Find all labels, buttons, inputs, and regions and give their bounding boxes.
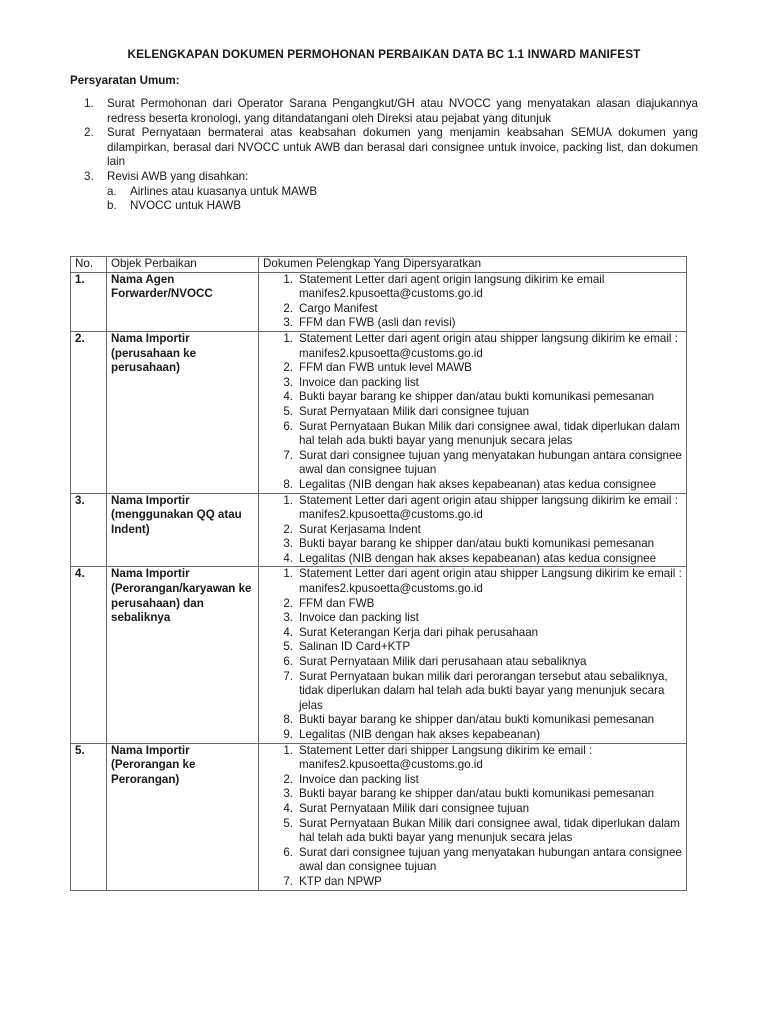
document-item-text: Surat Kerjasama Indent (299, 522, 421, 536)
document-item (263, 817, 682, 846)
document-item-text: Legalitas (NIB dengan hak akses kepabeanan) (299, 728, 541, 741)
document-item-text: Statement Letter dari agent origin atau shipper langsung dikirim ke email : manifes2.kpusoetta@customs.go.id (299, 331, 678, 360)
document-item-number: 6. (283, 655, 293, 669)
document-item (263, 567, 682, 596)
document-item (263, 670, 682, 714)
row-object: Nama Importir (perusahaan ke perusahaan) (107, 331, 259, 493)
document-item (263, 332, 682, 361)
table-row (71, 331, 687, 493)
documents-table (70, 256, 687, 891)
row-documents (259, 493, 687, 567)
document-item (263, 713, 682, 728)
document-item-number: 3. (283, 537, 293, 551)
document-item-number: 8. (283, 477, 293, 491)
row-number: 1. (71, 272, 107, 331)
document-item (263, 728, 682, 743)
requirement-number: 2. (84, 126, 94, 140)
header-documents: Dokumen Pelengkap Yang Dipersyaratkan (259, 257, 687, 273)
document-item (263, 552, 682, 567)
documents-list (263, 567, 682, 742)
subitem-text: Airlines atau kuasanya untuk MAWB (130, 184, 318, 198)
document-item (263, 655, 682, 670)
document-item-number: 1. (283, 331, 293, 345)
document-title: KELENGKAPAN DOKUMEN PERMOHONAN PERBAIKAN DATA BC 1.1 INWARD MANIFEST (127, 47, 641, 61)
document-item-text: Bukti bayar barang ke shipper dan/atau bukti komunikasi pemesanan (299, 713, 655, 727)
document-item (263, 846, 682, 875)
document-item (263, 478, 682, 493)
document-item-number: 2. (283, 772, 293, 786)
document-item-number: 4. (283, 801, 293, 815)
requirement-text: Revisi AWB yang disahkan: (107, 169, 249, 183)
requirement-text: Surat Pernyataan bermaterai atas keabsahan dokumen yang menjamin keabsahan SEMUA dokumen yang dilampirkan, berasal dari NVOCC untuk AWB dan berasal dari consignee untuk invoice, packing list, dan dokumen lain (107, 126, 698, 169)
document-item (263, 744, 682, 773)
document-item (263, 302, 682, 317)
document-item-number: 5. (283, 640, 293, 654)
document-item (263, 405, 682, 420)
document-item (263, 875, 682, 890)
document-item (263, 611, 682, 626)
requirement-number: 3. (84, 169, 94, 183)
document-item-text: Surat Pernyataan Milik dari perusahaan atau sebaliknya (299, 655, 587, 669)
documents-list (263, 744, 682, 890)
document-item-text: Bukti bayar barang ke shipper dan/atau bukti komunikasi pemesanan (299, 537, 655, 551)
requirement-subitem (70, 199, 698, 214)
document-item-text: Cargo Manifest (299, 301, 378, 315)
document-item-number: 5. (283, 816, 293, 830)
document-item-text: Statement Letter dari shipper Langsung dikirim ke email : manifes2.kpusoetta@customs.go.id (299, 743, 593, 772)
row-number: 4. (71, 567, 107, 743)
row-documents (259, 567, 687, 743)
document-item-text: FFM dan FWB untuk level MAWB (299, 361, 472, 375)
document-item-text: Legalitas (NIB dengan hak akses kepabeanan) atas kedua consignee (299, 477, 657, 491)
requirement-sublist (70, 185, 698, 214)
table-row (71, 493, 687, 567)
document-item-text: Surat dari consignee tujuan yang menyatakan hubungan antara consignee awal dan consignee tujuan (299, 448, 682, 477)
document-item-text: Statement Letter dari agent origin atau shipper langsung dikirim ke email : manifes2.kpusoetta@customs.go.id (299, 493, 678, 522)
document-item-number: 2. (283, 522, 293, 536)
document-item (263, 494, 682, 523)
row-object: Nama Agen Forwarder/NVOCC (107, 272, 259, 331)
requirement-item (70, 97, 698, 126)
document-item-text: Surat Pernyataan Bukan Milik dari consignee awal, tidak diperlukan dalam hal telah ada bukti bayar yang menunjuk secara jelas (299, 419, 680, 448)
document-item-text: Statement Letter dari agent origin atau shipper Langsung dikirim ke email : manifes2.kpusoetta@customs.go.id (299, 567, 682, 596)
document-item-number: 1. (283, 493, 293, 507)
document-item-text: Statement Letter dari agent origin langsung dikirim ke email manifes2.kpusoetta@customs.go.id (299, 272, 605, 301)
subitem-letter: a. (107, 184, 117, 198)
document-item-text: Invoice dan packing list (299, 611, 419, 625)
document-item (263, 449, 682, 478)
document-item-text: Surat Pernyataan Bukan Milik dari consignee awal, tidak diperlukan dalam hal telah ada bukti bayar yang menunjuk secara jelas (299, 816, 680, 845)
row-documents (259, 331, 687, 493)
document-item-number: 6. (283, 845, 293, 859)
header-object: Objek Perbaikan (107, 257, 259, 273)
document-item-number: 4. (283, 390, 293, 404)
table-row (71, 567, 687, 743)
table-row (71, 272, 687, 331)
documents-list (263, 332, 682, 493)
document-item (263, 390, 682, 405)
document-item-number: 9. (283, 728, 293, 741)
document-item-number: 2. (283, 301, 293, 315)
row-number: 3. (71, 493, 107, 567)
document-item-number: 4. (283, 551, 293, 565)
document-item-number: 5. (283, 404, 293, 418)
document-item (263, 626, 682, 641)
document-item-text: Invoice dan packing list (299, 375, 419, 389)
document-item-number: 7. (283, 874, 293, 888)
document-item (263, 537, 682, 552)
document-item (263, 597, 682, 612)
document-item-number: 8. (283, 713, 293, 727)
row-object: Nama Importir (Perorangan ke Perorangan) (107, 743, 259, 890)
document-item-number: 3. (283, 375, 293, 389)
document-item-number: 7. (283, 669, 293, 683)
table-row (71, 743, 687, 890)
document-item-number: 7. (283, 448, 293, 462)
document-item (263, 361, 682, 376)
document-item-text: Surat dari consignee tujuan yang menyatakan hubungan antara consignee awal dan consignee tujuan (299, 845, 682, 874)
document-item-text: FFM dan FWB (299, 596, 375, 610)
document-item-number: 1. (283, 567, 293, 581)
document-item (263, 773, 682, 788)
document-item-text: Salinan ID Card+KTP (299, 640, 411, 654)
document-item (263, 787, 682, 802)
document-item-text: Bukti bayar barang ke shipper dan/atau bukti komunikasi pemesanan (299, 390, 655, 404)
subitem-text: NVOCC untuk HAWB (130, 199, 242, 213)
document-item (263, 420, 682, 449)
row-documents (259, 272, 687, 331)
document-item (263, 376, 682, 391)
document-item-number: 3. (283, 316, 293, 330)
document-item (263, 316, 682, 331)
requirements-list (70, 97, 698, 214)
row-number: 5. (71, 743, 107, 890)
document-item-number: 3. (283, 611, 293, 625)
document-item-number: 3. (283, 787, 293, 801)
document-item (263, 273, 682, 302)
document-item-text: FFM dan FWB (asli dan revisi) (299, 316, 456, 330)
table-body (71, 272, 687, 890)
document-item-text: KTP dan NPWP (299, 874, 382, 888)
documents-list (263, 494, 682, 567)
subitem-letter: b. (107, 199, 117, 213)
document-item-number: 2. (283, 361, 293, 375)
requirement-subitem (70, 185, 698, 200)
document-item-number: 1. (283, 743, 293, 757)
row-object: Nama Importir (Perorangan/karyawan ke perusahaan) dan sebaliknya (107, 567, 259, 743)
document-item-text: Surat Pernyataan bukan milik dari perorangan tersebut atau sebaliknya, tidak diperlukan dalam hal telah ada bukti bayar yang menunjuk secara jelas (299, 669, 668, 712)
row-number: 2. (71, 331, 107, 493)
document-item-number: 4. (283, 625, 293, 639)
table-header-row (71, 257, 687, 273)
document-item-text: Legalitas (NIB dengan hak akses kepabeanan) atas kedua consignee (299, 551, 657, 565)
document-item-number: 6. (283, 419, 293, 433)
document-item (263, 802, 682, 817)
requirements-heading: Persyaratan Umum: (70, 74, 180, 87)
requirement-item (70, 170, 698, 185)
requirement-item (70, 126, 698, 170)
document-item-text: Bukti bayar barang ke shipper dan/atau bukti komunikasi pemesanan (299, 787, 655, 801)
row-object: Nama Importir (menggunakan QQ atau Indent) (107, 493, 259, 567)
document-item-text: Surat Pernyataan Milik dari consignee tujuan (299, 801, 530, 815)
requirement-number: 1. (84, 97, 94, 110)
row-documents (259, 743, 687, 890)
documents-list (263, 273, 682, 331)
document-item-text: Invoice dan packing list (299, 772, 419, 786)
document-item (263, 523, 682, 538)
document-item-number: 1. (283, 272, 293, 286)
document-item (263, 640, 682, 655)
document-item-number: 2. (283, 596, 293, 610)
document-item-text: Surat Keterangan Kerja dari pihak perusahaan (299, 625, 539, 639)
requirement-text: Surat Permohonan dari Operator Sarana Pengangkut/GH atau NVOCC yang menyatakan alasan diajukannya redress beserta kronologi, yang ditandatangani oleh Direksi atau pejabat yang ditunjuk (107, 97, 698, 125)
document-item-text: Surat Pernyataan Milik dari consignee tujuan (299, 404, 530, 418)
header-no: No. (71, 257, 107, 273)
